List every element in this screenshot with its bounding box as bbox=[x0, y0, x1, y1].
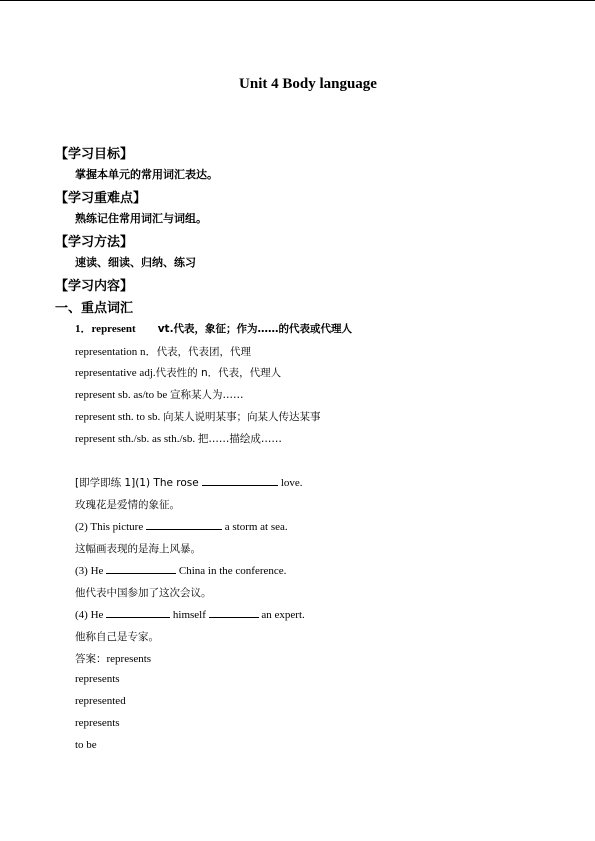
answer-blank[interactable] bbox=[146, 519, 222, 530]
derivative-cn: 把……描绘成…… bbox=[197, 433, 282, 445]
derivative-en: represent sb. as/to be bbox=[75, 389, 170, 401]
exercise-question-4 bbox=[75, 607, 305, 621]
derivative-cn: 代表性的 n．代表，代理人 bbox=[155, 367, 282, 379]
vocab-word: 1．represent bbox=[75, 323, 136, 335]
vocab-heading: 一、重点词汇 bbox=[55, 301, 134, 316]
content-heading: 【学习内容】 bbox=[55, 279, 134, 294]
derivative-cn: 向某人说明某事；向某人传达某事 bbox=[162, 411, 321, 423]
derivative-line bbox=[75, 431, 282, 446]
key-points-text: 熟练记住常用词汇与词组。 bbox=[75, 212, 207, 225]
exercise-q4-suffix: an expert. bbox=[258, 609, 305, 621]
exercise-q4-translation bbox=[75, 629, 159, 644]
derivative-en: representative adj. bbox=[75, 367, 156, 379]
translation-text: 他称自己是专家。 bbox=[75, 631, 159, 643]
derivative-en: represent sth. to sb. bbox=[75, 411, 163, 423]
derivative-line bbox=[75, 387, 244, 402]
document-title: Unit 4 Body language bbox=[239, 76, 377, 92]
exercise-question-2 bbox=[75, 519, 288, 533]
exercise-q1-suffix: love. bbox=[278, 477, 303, 489]
answer-label: 答案： bbox=[75, 653, 107, 665]
exercise-q4-middle: himself bbox=[170, 609, 209, 621]
exercise-question-1 bbox=[75, 475, 303, 490]
answer-blank[interactable] bbox=[106, 563, 176, 574]
derivative-line bbox=[75, 409, 320, 424]
answer-item: represented bbox=[75, 695, 126, 707]
derivative-line bbox=[75, 343, 251, 359]
derivative-cn: 代表，代表团，代理 bbox=[156, 346, 252, 358]
objectives-heading: 【学习目标】 bbox=[55, 147, 134, 162]
answer-item: represents bbox=[75, 673, 120, 685]
exercise-q2-prefix: (2) This picture bbox=[75, 521, 146, 533]
answer-blank[interactable] bbox=[106, 607, 170, 618]
exercise-question-3 bbox=[75, 563, 286, 577]
translation-text: 他代表中国参加了这次会议。 bbox=[75, 587, 212, 599]
exercise-q3-prefix: (3) He bbox=[75, 565, 107, 577]
answer-blank[interactable] bbox=[202, 475, 278, 486]
exercise-q2-translation bbox=[75, 541, 201, 556]
methods-text: 速读、细读、归纳、练习 bbox=[75, 256, 196, 269]
answer-line bbox=[75, 651, 151, 666]
objectives-text: 掌握本单元的常用词汇表达。 bbox=[75, 168, 218, 181]
derivative-en: represent sth./sb. as sth./sb. bbox=[75, 433, 198, 445]
exercise-q3-suffix: China in the conference. bbox=[176, 565, 287, 577]
vocab-item-represent bbox=[75, 320, 352, 336]
answer-blank[interactable] bbox=[209, 607, 259, 618]
vocab-definition: vt.代表，象征；作为……的代表或代理人 bbox=[157, 323, 353, 335]
answer-item: represents bbox=[75, 717, 120, 729]
exercise-q2-suffix: a storm at sea. bbox=[221, 521, 288, 533]
top-border-line bbox=[0, 0, 595, 1]
translation-text: 这幅画表现的是海上风暴。 bbox=[75, 543, 201, 555]
exercise-q1-translation bbox=[75, 497, 180, 512]
key-points-heading: 【学习重难点】 bbox=[55, 191, 147, 206]
answer-item: represents bbox=[106, 653, 152, 665]
derivative-cn: 宣称某人为…… bbox=[170, 389, 244, 401]
methods-heading: 【学习方法】 bbox=[55, 235, 134, 250]
exercise-q3-translation bbox=[75, 585, 212, 600]
derivative-en: representation n． bbox=[75, 346, 157, 358]
exercise-q4-prefix: (4) He bbox=[75, 609, 107, 621]
answer-item: to be bbox=[75, 739, 97, 751]
exercise-q1-prefix: [即学即练 1](1) The rose bbox=[75, 477, 203, 489]
translation-text: 玫瑰花是爱情的象征。 bbox=[75, 499, 180, 511]
derivative-line bbox=[75, 365, 281, 380]
